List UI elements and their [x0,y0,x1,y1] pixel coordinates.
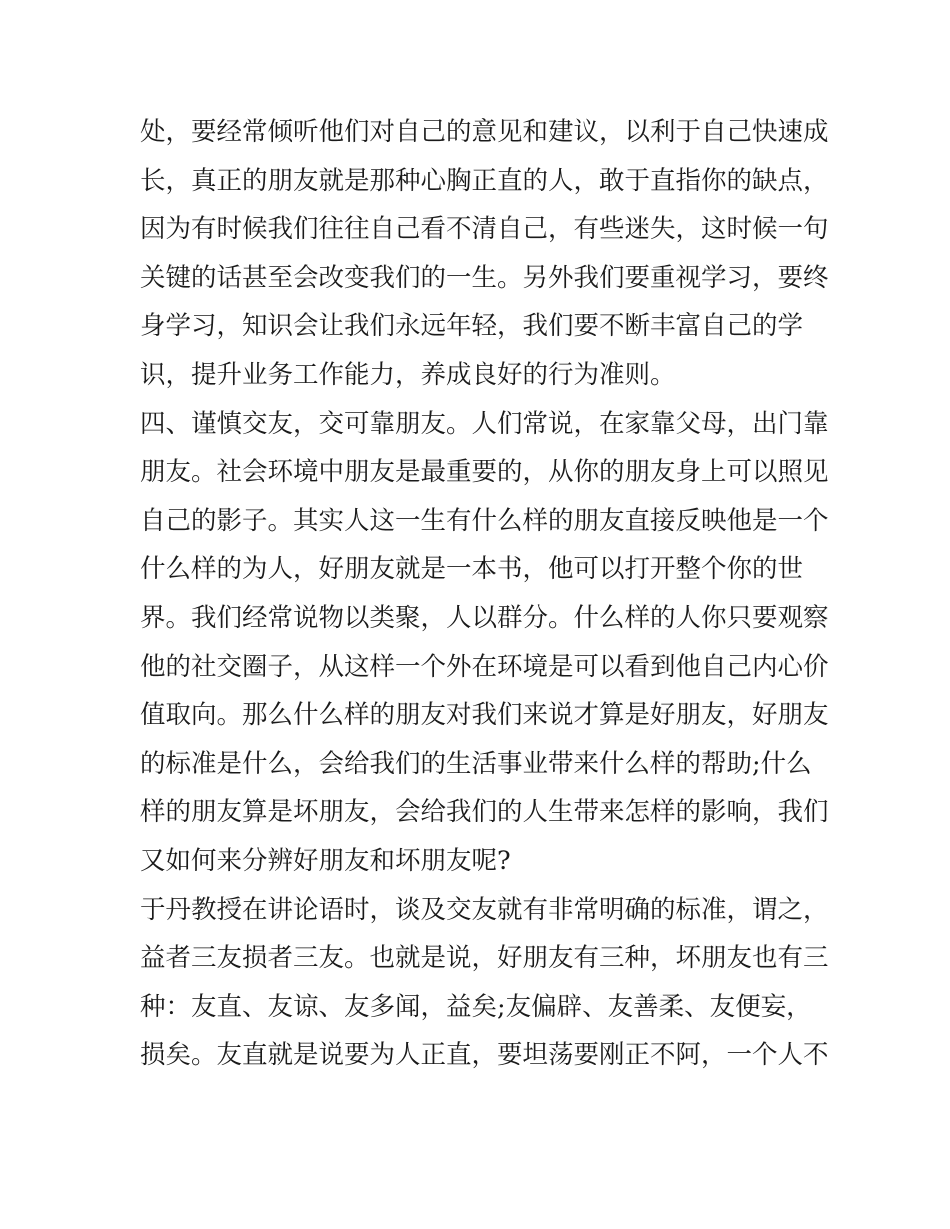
text-line: 样的朋友算是坏朋友，会给我们的人生带来怎样的影响，我们 [140,797,829,828]
text-line: 又如何来分辨好朋友和坏朋友呢? [140,845,511,876]
body-text [140,108,829,1080]
text-line: 身学习，知识会让我们永远年轻，我们要不断丰富自己的学 [140,311,804,342]
text-line: 的标准是什么，会给我们的生活事业带来什么样的帮助;什么 [140,748,812,779]
text-line: 什么样的为人，好朋友就是一本书，他可以打开整个你的世 [140,554,804,585]
text-line: 自己的影子。其实人这一生有什么样的朋友直接反映他是一个 [140,505,829,536]
text-line: 因为有时候我们往往自己看不清自己，有些迷失，这时候一句 [140,214,829,245]
text-line: 他的社交圈子，从这样一个外在环境是可以看到他自己内心价 [140,651,829,682]
text-line: 损矣。友直就是说要为人正直，要坦荡要刚正不阿，一个人不 [140,1040,829,1071]
text-line: 识，提升业务工作能力，养成良好的行为准则。 [140,359,676,390]
text-line: 处，要经常倾听他们对自己的意见和建议，以利于自己快速成 [140,117,829,147]
text-line: 益者三友损者三友。也就是说，好朋友有三种，坏朋友也有三 [140,943,829,974]
text-line: 界。我们经常说物以类聚，人以群分。什么样的人你只要观察 [140,602,829,633]
text-line: 关键的话甚至会改变我们的一生。另外我们要重视学习，要终 [140,262,829,293]
text-line: 长，真正的朋友就是那种心胸正直的人，敢于直指你的缺点， [140,165,829,196]
text-line: 种：友直、友谅、友多闻，益矣;友偏辟、友善柔、友便妄， [140,991,812,1022]
text-line: 于丹教授在讲论语时，谈及交友就有非常明确的标准，谓之， [140,894,829,925]
text-line: 四、谨慎交友，交可靠朋友。人们常说，在家靠父母，出门靠 [140,408,829,439]
text-line: 朋友。社会环境中朋友是最重要的，从你的朋友身上可以照见 [140,457,829,488]
text-line: 值取向。那么什么样的朋友对我们来说才算是好朋友，好朋友 [140,700,829,731]
